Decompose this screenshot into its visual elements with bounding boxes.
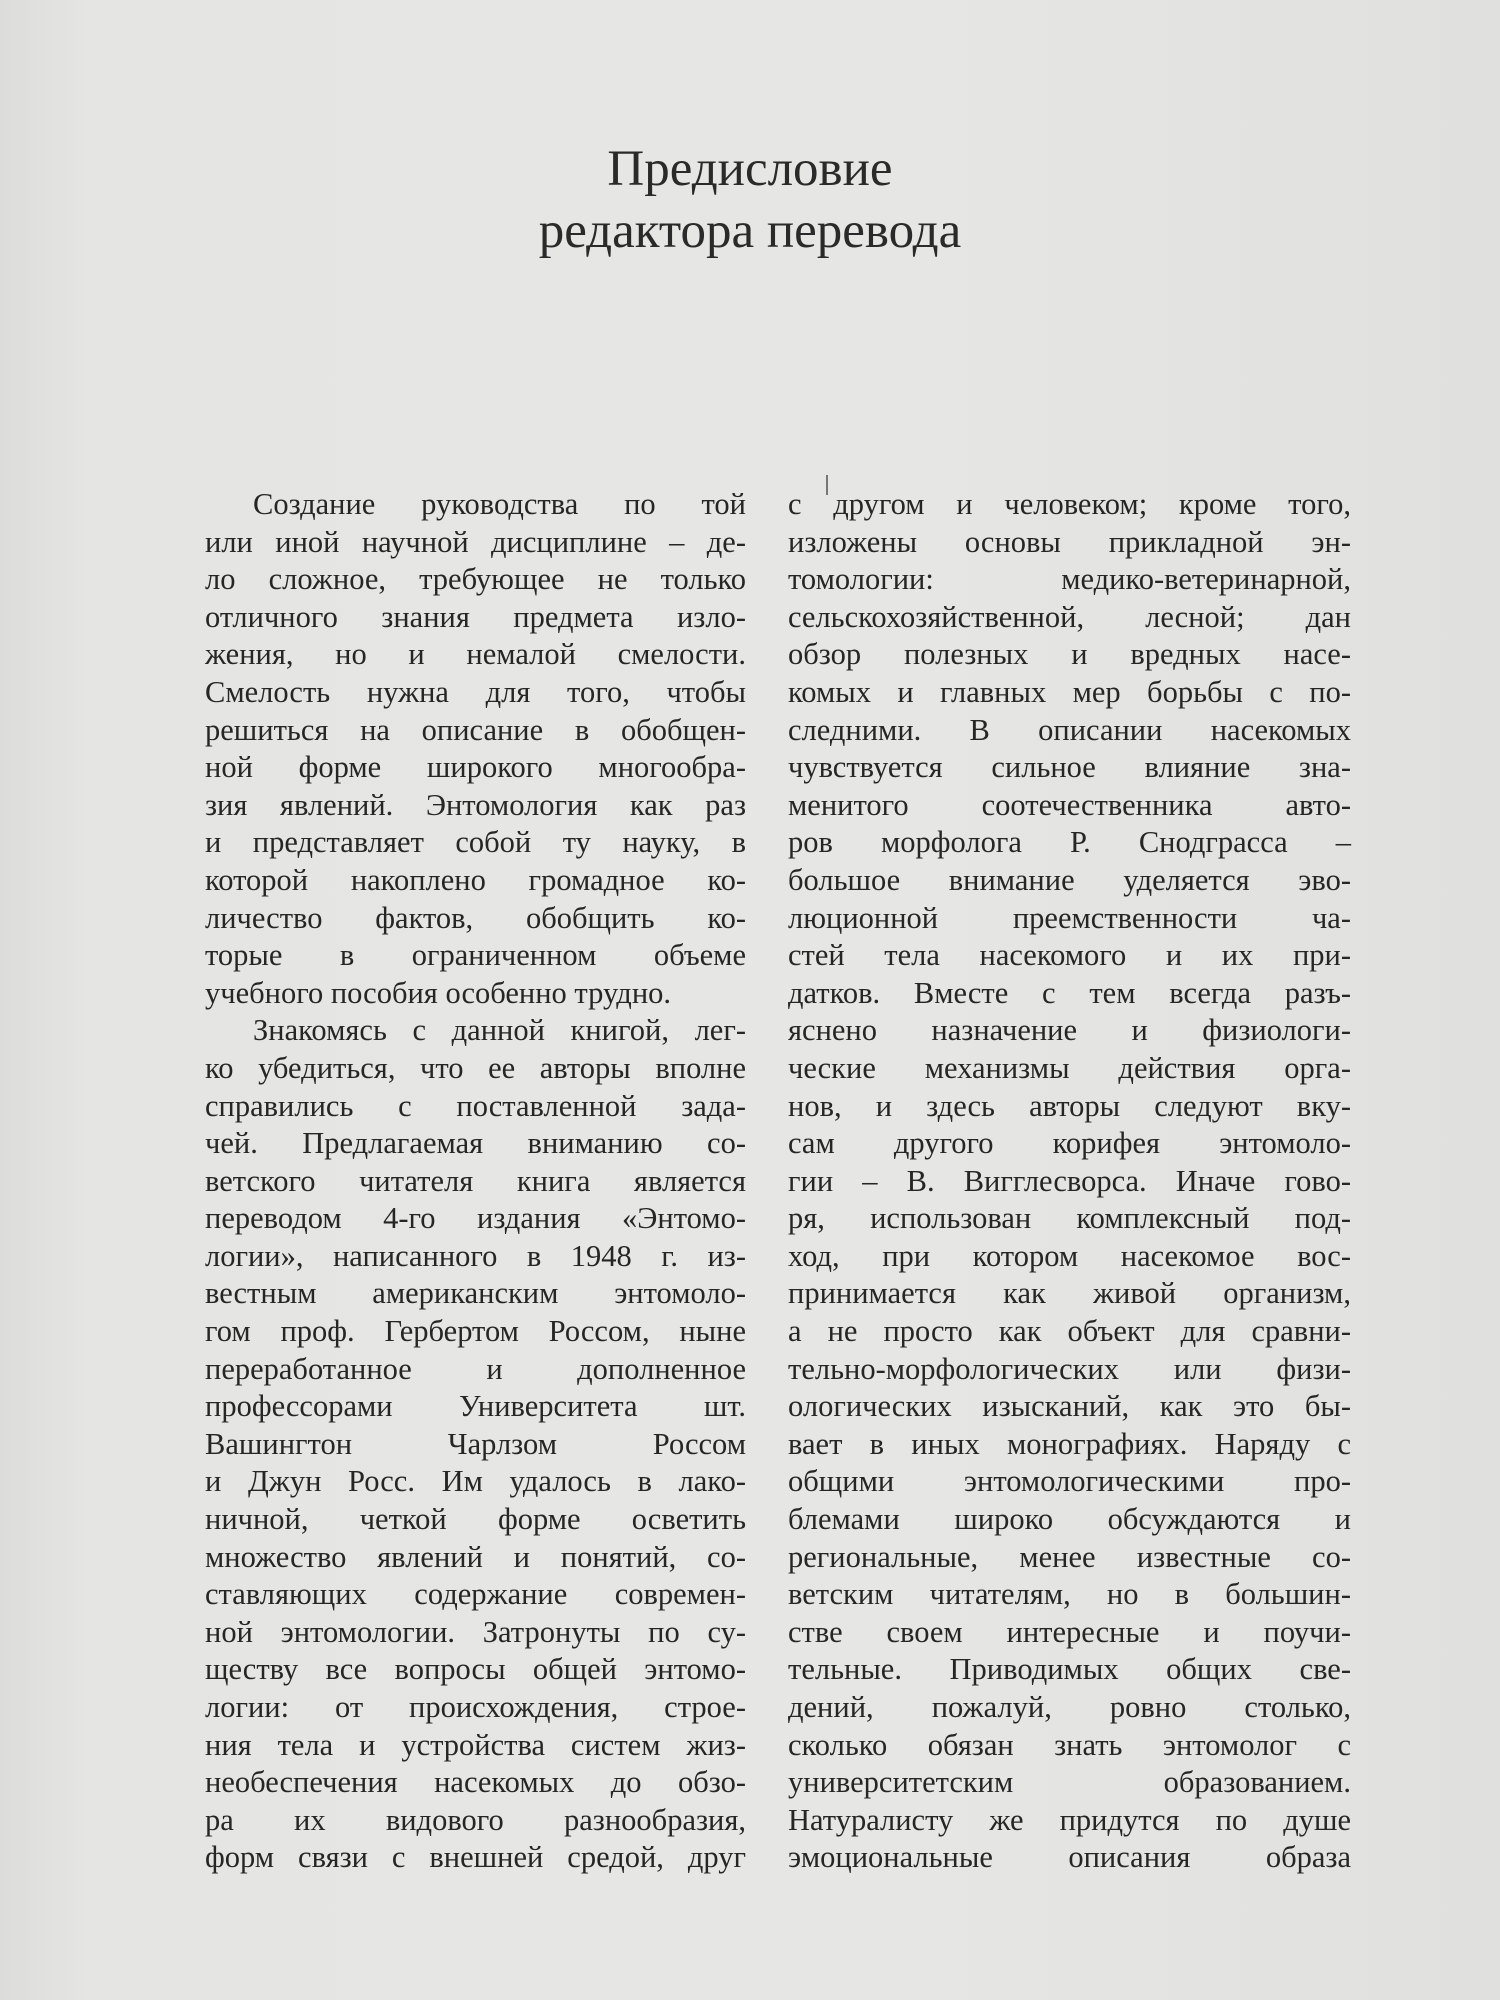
text-line: обзор полезных и вредных насе-: [788, 637, 1351, 672]
text-line: ветским читателям, но в большин-: [788, 1577, 1351, 1612]
text-line: яснено назначение и физиологи-: [788, 1013, 1351, 1048]
text-line: и Джун Росс. Им удалось в лако-: [205, 1464, 746, 1499]
text-line: ческие механизмы действия орга-: [788, 1050, 1351, 1085]
text-line: датков. Вместе с тем всегда разъ-: [788, 975, 1351, 1010]
right-text-column: [788, 486, 1351, 1877]
text-line: логии: от происхождения, строе-: [205, 1690, 746, 1724]
text-line: гом проф. Гербертом Россом, ныне: [205, 1314, 746, 1349]
text-line: профессорами Университета шт.: [205, 1389, 746, 1424]
text-line: ной форме широкого многообра-: [205, 750, 746, 785]
text-line: блемами широко обсуждаются и: [788, 1502, 1351, 1537]
text-line: необеспечения насекомых до обзо-: [205, 1765, 746, 1800]
text-line: ло сложное, требующее не только: [205, 562, 746, 597]
text-line: изложены основы прикладной эн-: [788, 524, 1351, 559]
text-line: сколько обязан знать энтомолог с: [788, 1727, 1351, 1762]
text-line: большое внимание уделяется эво-: [788, 862, 1351, 897]
page-title: [0, 138, 1500, 262]
text-line: ной энтомологии. Затронуты по су-: [205, 1614, 746, 1649]
text-line: томологии: медико-ветеринарной,: [788, 562, 1351, 597]
text-line: ничной, четкой форме осветить: [205, 1502, 746, 1537]
text-line: дений, пожалуй, ровно столько,: [788, 1690, 1351, 1724]
text-line: вает в иных монографиях. Наряду с: [788, 1426, 1351, 1461]
text-line: тельные. Приводимых общих све-: [788, 1652, 1351, 1687]
text-line: ния тела и устройства систем жиз-: [205, 1727, 746, 1762]
text-line: множество явлений и понятий, со-: [205, 1539, 746, 1574]
text-line: решиться на описание в обобщен-: [205, 712, 746, 747]
text-line: Натуралисту же придутся по душе: [788, 1802, 1351, 1837]
text-line: ко убедиться, что ее авторы вполне: [205, 1050, 746, 1085]
text-line: люционной преемственности ча-: [788, 900, 1351, 935]
text-line: чувствуется сильное влияние зна-: [788, 750, 1351, 785]
text-line: вестным американским энтомоло-: [205, 1276, 746, 1311]
text-line: тельно-морфологических или физи-: [788, 1351, 1351, 1386]
text-line: принимается как живой организм,: [788, 1276, 1351, 1311]
text-line: нов, и здесь авторы следуют вку-: [788, 1088, 1351, 1123]
text-line: личество фактов, обобщить ко-: [205, 900, 746, 935]
text-line: торые в ограниченном объеме: [205, 938, 746, 973]
text-line: ществу все вопросы общей энтомо-: [205, 1652, 746, 1687]
left-text-column: [205, 486, 746, 1877]
text-line: комых и главных мер борьбы с по-: [788, 674, 1351, 709]
text-line: или иной научной дисциплине – де-: [205, 524, 746, 559]
text-line: которой накоплено громадное ко-: [205, 862, 746, 897]
text-line: общими энтомологическими про-: [788, 1464, 1351, 1499]
text-line: и представляет собой ту науку, в: [205, 825, 746, 860]
text-line: переводом 4-го издания «Энтомо-: [205, 1201, 746, 1236]
text-line: Знакомясь с данной книгой, лег-: [253, 1013, 746, 1048]
text-line: региональные, менее известные со-: [788, 1539, 1351, 1574]
text-line: с другом и человеком; кроме того,: [788, 487, 1351, 521]
text-line: ря, использован комплексный под-: [788, 1201, 1351, 1236]
text-line: гии – В. Вигглесворса. Иначе гово-: [788, 1163, 1351, 1198]
text-line: переработанное и дополненное: [205, 1351, 746, 1386]
text-line: следними. В описании насекомых: [788, 712, 1351, 747]
title-line-2: редактора перевода: [538, 203, 962, 259]
text-line: менитого соотечественника авто-: [788, 787, 1351, 822]
text-line: ра их видового разнообразия,: [205, 1802, 746, 1837]
text-line: университетским образованием.: [788, 1765, 1351, 1800]
text-line: стве своем интересные и поучи-: [788, 1614, 1351, 1649]
text-line: отличного знания предмета изло-: [205, 599, 746, 634]
text-line: справились с поставленной зада-: [205, 1088, 746, 1123]
text-line: учебного пособия особенно трудно.: [205, 975, 672, 1010]
text-line: Смелость нужна для того, чтобы: [205, 674, 746, 709]
text-line: логии», написанного в 1948 г. из-: [205, 1238, 746, 1273]
text-line: сельскохозяйственной, лесной; дан: [788, 599, 1351, 634]
text-line: форм связи с внешней средой, друг: [205, 1840, 746, 1875]
text-line: жения, но и немалой смелости.: [205, 637, 746, 672]
text-line: Вашингтон Чарлзом Россом: [205, 1426, 746, 1461]
text-line: ставляющих содержание современ-: [205, 1577, 746, 1612]
text-line: ход, при котором насекомое вос-: [788, 1238, 1351, 1273]
title-line-1: Предисловие: [607, 141, 893, 197]
text-line: стей тела насекомого и их при-: [788, 938, 1351, 973]
text-line: Создание руководства по той: [253, 487, 746, 521]
text-line: эмоциональные описания образа: [788, 1840, 1351, 1875]
text-line: а не просто как объект для сравни-: [788, 1314, 1351, 1349]
text-line: сам другого корифея энтомоло-: [788, 1126, 1351, 1161]
text-line: ветского читателя книга является: [205, 1163, 746, 1198]
text-line: чей. Предлагаемая вниманию со-: [205, 1126, 746, 1161]
text-line: ров морфолога Р. Снодграсса –: [788, 825, 1351, 860]
text-line: зия явлений. Энтомология как раз: [205, 787, 746, 822]
text-line: ологических изысканий, как это бы-: [788, 1389, 1351, 1424]
